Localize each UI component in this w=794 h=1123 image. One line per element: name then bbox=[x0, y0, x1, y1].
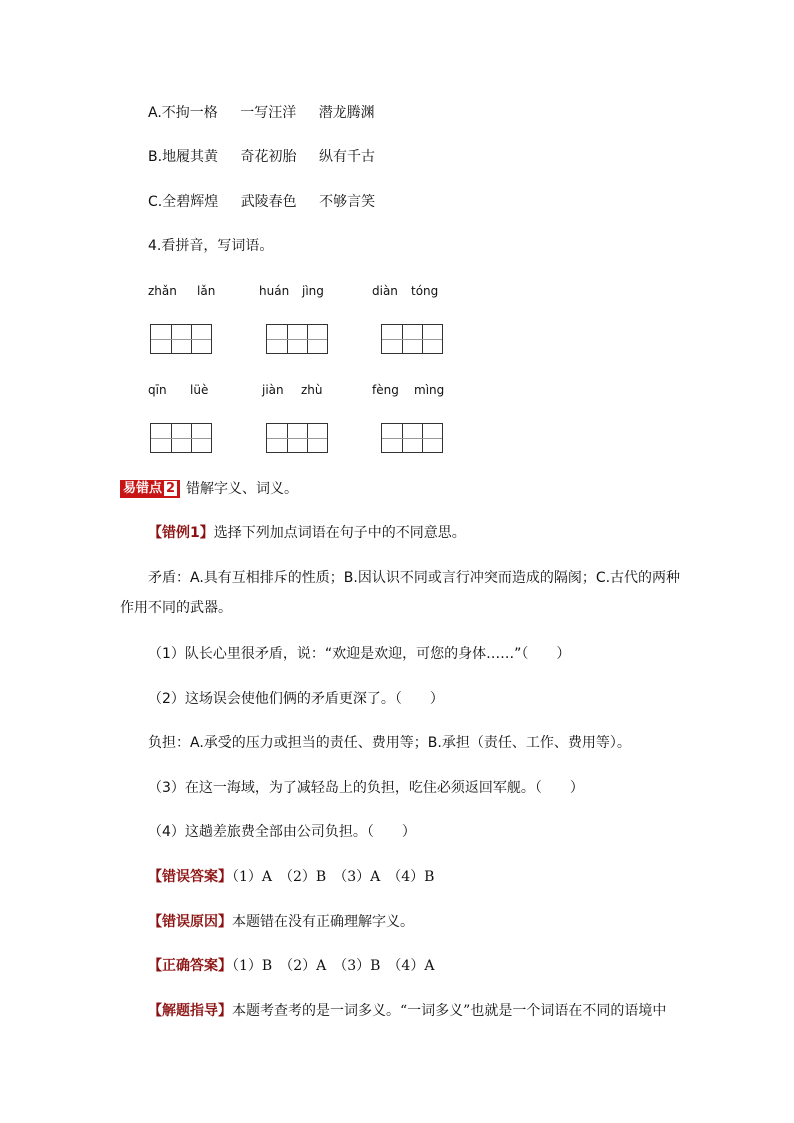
fudan-definition: 负担：A.承受的压力或担当的责任、费用等；B.承担（责任、工作、费用等）。 bbox=[148, 735, 631, 751]
option-b: B.地履其黄 奇花初胎 纵有千古 bbox=[148, 149, 375, 165]
writing-grid[interactable] bbox=[150, 423, 212, 453]
writing-grid[interactable] bbox=[266, 423, 328, 453]
maodun-definition-line-2: 作用不同的武器。 bbox=[120, 600, 232, 616]
option-a: A.不拘一格 一写汪洋 潜龙腾渊 bbox=[148, 105, 375, 121]
pinyin-row-2: qīn lüè jiàn zhù fèng mìng bbox=[148, 383, 445, 397]
question-2: （2）这场误会使他们俩的矛盾更深了。（ ） bbox=[148, 691, 444, 707]
option-c: C.全碧辉煌 武陵春色 不够言笑 bbox=[148, 194, 376, 210]
correct-answer: 【正确答案】（1）B （2）A （3）B （4）A bbox=[148, 958, 435, 974]
solution-guide: 【解题指导】本题考查考的是一词多义。“一词多义”也就是一个词语在不同的语境中 bbox=[148, 1003, 667, 1019]
writing-grid[interactable] bbox=[381, 423, 443, 453]
wrong-reason: 【错误原因】本题错在没有正确理解字义。 bbox=[148, 914, 414, 930]
writing-grid[interactable] bbox=[381, 324, 443, 354]
writing-grid[interactable] bbox=[266, 324, 328, 354]
question-4: （4）这趟差旅费全部由公司负担。（ ） bbox=[148, 824, 416, 840]
question-3: （3）在这一海域，为了减轻岛上的负担，吃住必须返回军舰。（ ） bbox=[148, 780, 584, 796]
maodun-definition-line-1: 矛盾：A.具有互相排斥的性质；B.因认识不同或言行冲突而造成的隔阂；C.古代的两种 bbox=[148, 570, 681, 586]
pinyin-row-1: zhǎn lǎn huán jìng diàn tóng bbox=[148, 284, 439, 298]
error-point-badge: 易错点 2 bbox=[120, 480, 180, 498]
example-1: 【错例1】选择下列加点词语在句子中的不同意思。 bbox=[148, 525, 466, 541]
wrong-answer: 【错误答案】（1）A （2）B （3）A （4）B bbox=[148, 869, 435, 885]
question-1: （1）队长心里很矛盾，说：“欢迎是欢迎，可您的身体……”（ ） bbox=[148, 646, 571, 662]
question-4-title: 4.看拼音，写词语。 bbox=[148, 238, 274, 254]
writing-grid[interactable] bbox=[150, 324, 212, 354]
section-title: 错解字义、词义。 bbox=[186, 481, 298, 497]
